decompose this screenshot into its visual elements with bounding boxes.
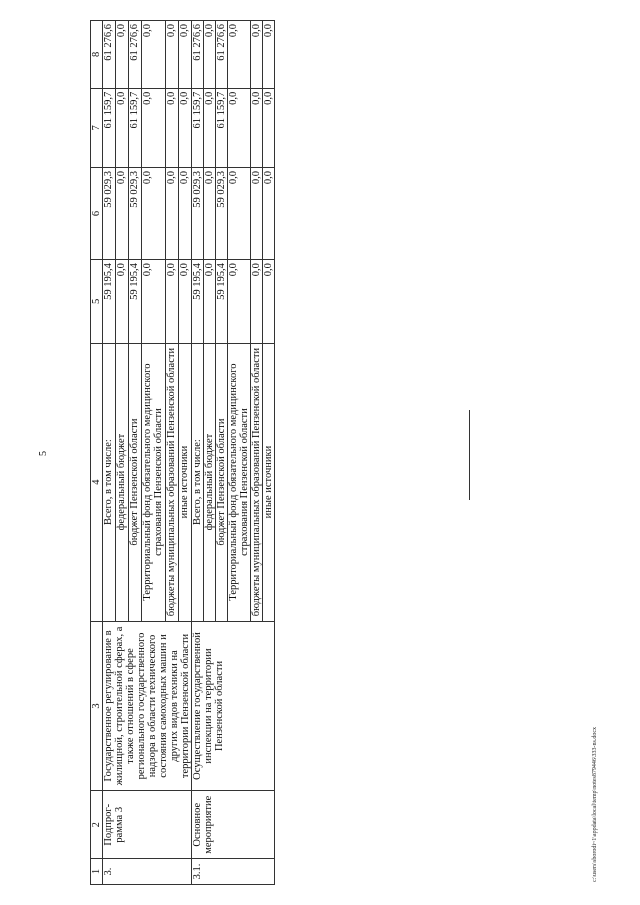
footer-file-path: c:\users\sborodi~1\appdata\local\temp\notes879446\333-ns.docx <box>592 726 598 882</box>
header-cell: 6 <box>91 167 103 259</box>
value-cell: 0,0 <box>251 88 263 167</box>
value-cell: 0,0 <box>115 88 128 167</box>
value-cell: 0,0 <box>228 21 251 89</box>
table-header-row <box>91 21 103 885</box>
value-cell: 0,0 <box>228 260 251 344</box>
value-cell: 61 159,7 <box>192 88 204 167</box>
row-name-cell: Государственное регулирование в жилищной, строительной сферах, а также отношений в сфере регионального государственного надзора в области технического состояния самоходных машин и других видов техники на территории Пензенской области <box>103 621 192 791</box>
funding-source-cell: бюджеты муниципальных образований Пензенской области <box>251 343 263 621</box>
row-name-cell: Осуществление государственной инспекции на территории Пензенской области <box>192 621 275 791</box>
value-cell: 0,0 <box>166 21 179 89</box>
value-cell: 0,0 <box>263 88 275 167</box>
value-cell: 0,0 <box>204 167 216 259</box>
value-cell: 0,0 <box>166 88 179 167</box>
funding-source-cell: Всего, в том числе: <box>103 343 116 621</box>
value-cell: 0,0 <box>263 21 275 89</box>
value-cell: 59 195,4 <box>216 260 228 344</box>
value-cell: 0,0 <box>115 260 128 344</box>
value-cell: 0,0 <box>179 21 192 89</box>
table-row <box>192 21 204 885</box>
value-cell: 59 195,4 <box>192 260 204 344</box>
value-cell: 59 195,4 <box>128 260 141 344</box>
value-cell: 0,0 <box>263 260 275 344</box>
funding-source-cell: иные источники <box>179 343 192 621</box>
value-cell: 59 029,3 <box>192 167 204 259</box>
value-cell: 0,0 <box>179 88 192 167</box>
funding-source-cell: Всего, в том числе: <box>192 343 204 621</box>
footer-divider <box>469 410 470 500</box>
value-cell: 0,0 <box>179 260 192 344</box>
funding-source-cell: Территориальный фонд обязательного медицинского страхования Пензенской области <box>228 343 251 621</box>
header-cell: 7 <box>91 88 103 167</box>
value-cell: 61 276,6 <box>103 21 116 89</box>
funding-source-cell: бюджет Пензенской области <box>128 343 141 621</box>
budget-table <box>90 20 275 885</box>
value-cell: 61 276,6 <box>216 21 228 89</box>
funding-source-cell: бюджеты муниципальных образований Пензенской области <box>166 343 179 621</box>
funding-source-cell: бюджет Пензенской области <box>216 343 228 621</box>
header-cell: 2 <box>91 791 103 859</box>
value-cell: 0,0 <box>115 21 128 89</box>
value-cell: 0,0 <box>141 88 166 167</box>
row-type-cell: Основное мероприятие <box>192 791 275 859</box>
header-cell: 8 <box>91 21 103 89</box>
value-cell: 59 029,3 <box>216 167 228 259</box>
funding-source-cell: федеральный бюджет <box>204 343 216 621</box>
value-cell: 0,0 <box>251 260 263 344</box>
value-cell: 0,0 <box>251 21 263 89</box>
funding-source-cell: федеральный бюджет <box>115 343 128 621</box>
row-number-cell: 3. <box>103 859 192 885</box>
table-body <box>103 21 275 885</box>
value-cell: 61 276,6 <box>192 21 204 89</box>
rotated-table-container <box>90 20 430 885</box>
value-cell: 59 029,3 <box>128 167 141 259</box>
value-cell: 0,0 <box>166 260 179 344</box>
header-cell: 4 <box>91 343 103 621</box>
value-cell: 59 029,3 <box>103 167 116 259</box>
value-cell: 0,0 <box>141 167 166 259</box>
row-type-cell: Подпрог-рамма 3 <box>103 791 192 859</box>
table-row <box>103 21 116 885</box>
value-cell: 61 276,6 <box>128 21 141 89</box>
value-cell: 59 195,4 <box>103 260 116 344</box>
value-cell: 0,0 <box>141 21 166 89</box>
header-cell: 1 <box>91 859 103 885</box>
value-cell: 0,0 <box>228 167 251 259</box>
funding-source-cell: Территориальный фонд обязательного медицинского страхования Пензенской области <box>141 343 166 621</box>
value-cell: 61 159,7 <box>216 88 228 167</box>
value-cell: 61 159,7 <box>103 88 116 167</box>
header-cell: 3 <box>91 621 103 791</box>
value-cell: 0,0 <box>228 88 251 167</box>
row-number-cell: 3.1. <box>192 859 275 885</box>
value-cell: 0,0 <box>204 21 216 89</box>
value-cell: 0,0 <box>263 167 275 259</box>
value-cell: 0,0 <box>179 167 192 259</box>
header-cell: 5 <box>91 260 103 344</box>
value-cell: 0,0 <box>115 167 128 259</box>
funding-source-cell: иные источники <box>263 343 275 621</box>
value-cell: 0,0 <box>251 167 263 259</box>
page-number: 5 <box>38 451 49 456</box>
value-cell: 0,0 <box>141 260 166 344</box>
value-cell: 0,0 <box>204 260 216 344</box>
value-cell: 0,0 <box>166 167 179 259</box>
value-cell: 61 159,7 <box>128 88 141 167</box>
value-cell: 0,0 <box>204 88 216 167</box>
